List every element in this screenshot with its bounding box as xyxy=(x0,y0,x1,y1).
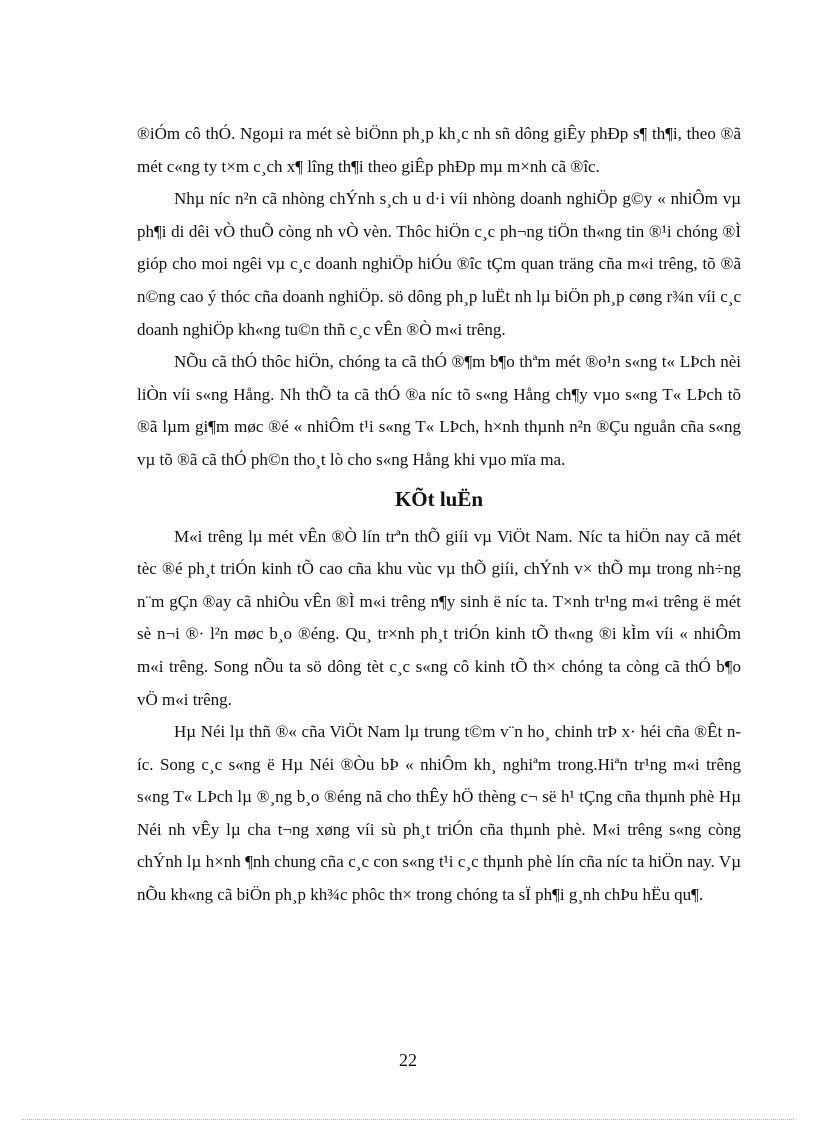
paragraph-line: nghiÖp. sö dông ph¸p luËt nh lµ biÖn ph¸p cøng r¾n víi c¸c doanh nghiÖp xyxy=(137,286,741,339)
paragraph-line: kh«ng tu©n thñ c¸c vÊn ®Ò m«i trêng. xyxy=(238,319,506,339)
paragraphs-after xyxy=(137,521,741,912)
paragraph-line: Hµ Néi lµ thñ ®« cña ViÖt Nam lµ trung t©m v¨n ho¸ chinh trÞ x· héi xyxy=(174,722,662,742)
paragraph-line: nay cã mét tèc ®é ph¸t triÓn kinh tÕ cao cña khu vùc vµ thÕ giíi, chÝnh v× xyxy=(137,526,741,579)
paragraph-line: tiÖn th«ng tin ®¹i chóng ®Ì gióp cho moi ngêi vµ c¸c doanh nghiÖp hiÓu xyxy=(137,221,741,274)
paragraph-line: th¶i, theo ®ã mét c«ng ty t×m c¸ch x¶ lîng th¶i theo giÊp phÐp mµ m×nh cã xyxy=(137,124,741,176)
paragraph-line: ®iÓm cô thÓ. Ngoµi ra mét sè biÖnn ph¸p kh¸c nh sñ dông giÊy phÐp s¶ xyxy=(137,124,648,143)
paragraph-line: M«i trêng lµ mét vÊn ®Ò lín trªn thÕ giíi vµ ViÖt Nam. Níc ta hiÖn xyxy=(174,526,660,546)
paragraphs-before xyxy=(137,118,741,477)
paragraph-line: LÞch nèi liÒn víi s«ng Hång. Nh thÕ ta cã thÓ ®a níc tõ s«ng Hång ch¶y xyxy=(137,352,742,404)
paragraph xyxy=(137,183,741,346)
paragraph-line: thµnh n²n ®Çu nguån cña s«ng vµ tõ ®ã cã thÓ ph©n tho¸t lò cho s«ng Hång xyxy=(137,417,742,469)
paragraph-line: h¹ tÇng cña thµnh phè Hµ Néi nh vÊy lµ cha t¬ng xøng víi sù ph¸t triÓn xyxy=(137,787,741,839)
body-text xyxy=(137,118,741,912)
paragraph-line: ®îc. xyxy=(570,156,600,176)
paragraph-line: ®îc tÇm quan träng cña m«i trêng, tõ ®ã n©ng cao ý thóc cña doanh xyxy=(137,254,741,306)
paragraph-line: ph¸t triÓn kinh tÕ th«ng ®i kÌm víi « nhiÔm m«i trêng. Song nÕu ta sö xyxy=(137,624,741,676)
paragraph-line: Nhµ níc n²n cã nhòng chÝnh s¸ch u d·i víi nhòng doanh nghiÖp g©y xyxy=(174,189,653,209)
page-number: 22 xyxy=(399,1050,417,1070)
paragraph-line: cña ®Êt níc. Song c¸c s«ng ë Hµ Néi ®Òu bÞ « nhiÔm kh¸ nghiªm trong.Hiªn xyxy=(137,722,742,774)
paragraph-line: tr¹ng m«i trêng s«ng T« LÞch lµ ®¸ng b¸o ®éng nã cho thÊy hÖ thèng c¬ së xyxy=(137,754,742,807)
paragraph xyxy=(137,346,741,476)
paragraph-line: « nhiÔm vµ ph¶i di dêi vÒ thuÕ còng nh vÒ vèn. Thôc hiÖn c¸c ph¬ng xyxy=(137,189,741,241)
paragraph xyxy=(137,118,741,183)
paragraph-line: s«ng t¹i c¸c thµnh phè lín cña níc ta hiÖn nay. Vµ nÕu kh«ng cã biÖn ph¸p xyxy=(137,852,741,905)
page-bottom-rule xyxy=(22,1119,794,1120)
paragraph xyxy=(137,521,741,717)
paragraph-line: dông tèt c¸c s«ng cô kinh tÕ th× chóng ta còng cã thÓ b¶o vÖ m«i trêng. xyxy=(137,656,742,709)
paragraph xyxy=(137,716,741,912)
paragraph-line: cña thµnh phè. M«i trêng s«ng còng chÝnh lµ h×nh ¶nh chung cña c¸c con xyxy=(137,819,741,872)
paragraph-line: khi vµo mïa ma. xyxy=(453,449,566,469)
paragraph-line: vµo s«ng T« LÞch tõ ®ã lµm gi¶m møc ®é « nhiÔm t¹i s«ng T« LÞch, h×nh xyxy=(137,384,742,437)
paragraph-line: NÕu cã thÓ thôc hiÖn, chóng ta cã thÓ ®¶m b¶o thªm mét ®o¹n s«ng t« xyxy=(174,352,676,372)
paragraph-line: níc ta. T×nh tr¹ng m«i trêng ë mét sè n¬i ®· l²n møc b¸o ®éng. Qu¸ tr×nh xyxy=(137,591,742,644)
section-heading: KÕt luËn xyxy=(394,486,484,511)
paragraph-line: thÕ mµ trong nh÷ng n¨m gÇn ®ay cã nhiÒu vÊn ®Ì m«i trêng n¶y sinh ë xyxy=(137,559,742,611)
paragraph-line: kh¾c phôc th× trong chóng ta sÏ ph¶i g¸nh chÞu hËu qu¶. xyxy=(310,885,704,905)
